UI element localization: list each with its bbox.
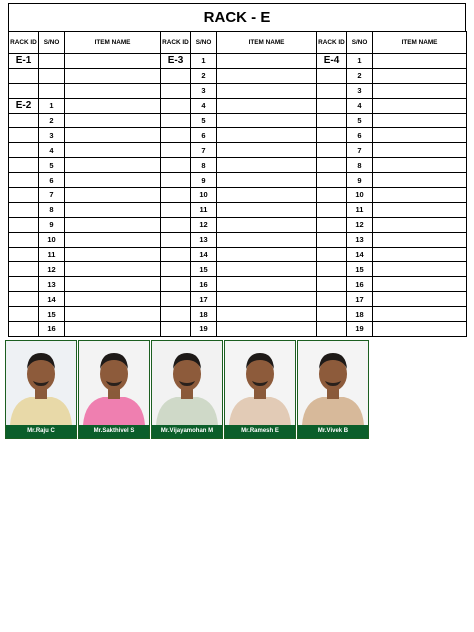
serial-number-cell: 2: [191, 68, 217, 83]
rack-id-cell: [317, 277, 347, 292]
item-name-cell[interactable]: [65, 143, 161, 158]
serial-number-cell: 16: [191, 277, 217, 292]
rack-id-cell: [161, 113, 191, 128]
item-name-cell[interactable]: [65, 54, 161, 69]
rack-sheet: [8, 3, 466, 337]
table-row: [9, 322, 467, 337]
rack-id-cell: [9, 217, 39, 232]
item-name-cell[interactable]: [217, 277, 317, 292]
item-name-cell[interactable]: [373, 98, 467, 113]
item-name-cell[interactable]: [217, 173, 317, 188]
item-name-cell[interactable]: [217, 322, 317, 337]
rack-id-cell: [161, 322, 191, 337]
table-row: [9, 128, 467, 143]
person-photo-icon: [6, 341, 76, 425]
serial-number-cell: 10: [39, 232, 65, 247]
serial-number-cell: 1: [191, 54, 217, 69]
serial-number-cell: 4: [191, 98, 217, 113]
table-row: [9, 307, 467, 322]
serial-number-cell: 8: [39, 202, 65, 217]
item-name-cell[interactable]: [373, 54, 467, 69]
serial-number-cell: 6: [347, 128, 373, 143]
item-name-cell[interactable]: [217, 143, 317, 158]
serial-number-cell: 3: [191, 83, 217, 98]
rack-id-cell: [161, 277, 191, 292]
item-name-cell[interactable]: [65, 277, 161, 292]
rack-id-cell: [9, 277, 39, 292]
item-name-cell[interactable]: [217, 158, 317, 173]
rack-table: [8, 31, 467, 337]
serial-number-cell: 10: [191, 188, 217, 203]
table-row: [9, 292, 467, 307]
item-name-cell[interactable]: [65, 292, 161, 307]
serial-number-cell: 7: [39, 188, 65, 203]
table-row: [9, 143, 467, 158]
rack-id-cell: [317, 113, 347, 128]
rack-id-cell: [9, 158, 39, 173]
staff-name-label: Mr.Sakthivel S: [79, 425, 149, 438]
serial-number-cell: 19: [191, 322, 217, 337]
staff-card: [297, 340, 369, 439]
serial-number-cell: 11: [347, 202, 373, 217]
serial-number-cell: 4: [347, 98, 373, 113]
item-name-cell[interactable]: [217, 54, 317, 69]
item-name-cell[interactable]: [217, 68, 317, 83]
serial-number-cell: 18: [191, 307, 217, 322]
serial-number-cell: 1: [39, 98, 65, 113]
item-name-cell[interactable]: [373, 158, 467, 173]
item-name-cell[interactable]: [65, 262, 161, 277]
table-row: [9, 232, 467, 247]
staff-card: [151, 340, 223, 439]
item-name-cell[interactable]: [65, 202, 161, 217]
serial-number-cell: 12: [39, 262, 65, 277]
rack-id-cell: [9, 173, 39, 188]
item-name-cell[interactable]: [65, 158, 161, 173]
table-row: [9, 277, 467, 292]
item-name-cell[interactable]: [65, 307, 161, 322]
rack-id-cell: [317, 217, 347, 232]
item-name-cell[interactable]: [373, 277, 467, 292]
serial-number-cell: 9: [347, 173, 373, 188]
item-name-cell[interactable]: [373, 113, 467, 128]
item-name-cell[interactable]: [65, 113, 161, 128]
rack-id-cell: [9, 247, 39, 262]
rack-id-cell: [317, 173, 347, 188]
person-photo-icon: [152, 341, 222, 425]
staff-card: [224, 340, 296, 439]
rack-id-cell: [9, 322, 39, 337]
staff-name-label: Mr.Vivek B: [298, 425, 368, 438]
serial-number-cell: 6: [39, 173, 65, 188]
serial-number-cell: [39, 83, 65, 98]
serial-number-cell: 8: [347, 158, 373, 173]
rack-id-cell: E-1: [9, 54, 39, 69]
serial-number-cell: 10: [347, 188, 373, 203]
rack-id-cell: [317, 188, 347, 203]
item-name-cell[interactable]: [217, 232, 317, 247]
item-name-cell[interactable]: [373, 128, 467, 143]
item-name-cell[interactable]: [217, 98, 317, 113]
column-header: RACK ID: [9, 32, 39, 54]
item-name-cell[interactable]: [373, 217, 467, 232]
rack-id-cell: [9, 232, 39, 247]
table-row: [9, 217, 467, 232]
rack-id-cell: [317, 322, 347, 337]
staff-name-label: Mr.Vijayamohan M: [152, 425, 222, 438]
table-row: [9, 83, 467, 98]
rack-id-cell: [9, 83, 39, 98]
column-header: ITEM NAME: [65, 32, 161, 54]
rack-id-cell: E-4: [317, 54, 347, 69]
table-row: [9, 202, 467, 217]
rack-id-cell: E-3: [161, 54, 191, 69]
serial-number-cell: 5: [347, 113, 373, 128]
serial-number-cell: 13: [39, 277, 65, 292]
item-name-cell[interactable]: [217, 217, 317, 232]
rack-id-cell: [161, 68, 191, 83]
rack-id-cell: [317, 247, 347, 262]
item-name-cell[interactable]: [217, 262, 317, 277]
person-photo-icon: [298, 341, 368, 425]
rack-id-cell: [161, 143, 191, 158]
item-name-cell[interactable]: [373, 247, 467, 262]
item-name-cell[interactable]: [65, 247, 161, 262]
serial-number-cell: 12: [191, 217, 217, 232]
item-name-cell[interactable]: [217, 113, 317, 128]
rack-id-cell: [317, 83, 347, 98]
item-name-cell[interactable]: [65, 128, 161, 143]
item-name-cell[interactable]: [65, 232, 161, 247]
rack-id-cell: [161, 202, 191, 217]
rack-id-cell: [317, 307, 347, 322]
serial-number-cell: 2: [39, 113, 65, 128]
item-name-cell[interactable]: [65, 217, 161, 232]
rack-id-cell: [161, 98, 191, 113]
serial-number-cell: [39, 68, 65, 83]
item-name-cell[interactable]: [373, 83, 467, 98]
item-name-cell[interactable]: [217, 247, 317, 262]
rack-id-cell: [161, 232, 191, 247]
item-name-cell[interactable]: [373, 232, 467, 247]
column-header: ITEM NAME: [373, 32, 467, 54]
rack-id-cell: [317, 292, 347, 307]
person-photo-icon: [225, 341, 295, 425]
item-name-cell[interactable]: [217, 83, 317, 98]
rack-id-cell: [161, 173, 191, 188]
item-name-cell[interactable]: [373, 202, 467, 217]
rack-id-cell: [9, 307, 39, 322]
column-header: S/NO: [39, 32, 65, 54]
serial-number-cell: 2: [347, 68, 373, 83]
column-header: RACK ID: [161, 32, 191, 54]
serial-number-cell: 18: [347, 307, 373, 322]
rack-id-cell: [317, 202, 347, 217]
serial-number-cell: 5: [191, 113, 217, 128]
serial-number-cell: 15: [191, 262, 217, 277]
serial-number-cell: 11: [39, 247, 65, 262]
item-name-cell[interactable]: [217, 128, 317, 143]
person-photo-icon: [79, 341, 149, 425]
serial-number-cell: 17: [347, 292, 373, 307]
item-name-cell[interactable]: [373, 188, 467, 203]
rack-id-cell: [161, 292, 191, 307]
item-name-cell[interactable]: [65, 98, 161, 113]
item-name-cell[interactable]: [373, 292, 467, 307]
item-name-cell[interactable]: [217, 292, 317, 307]
rack-id-cell: [161, 262, 191, 277]
staff-name-label: Mr.Raju C: [6, 425, 76, 438]
serial-number-cell: 7: [347, 143, 373, 158]
table-row: [9, 98, 467, 113]
serial-number-cell: 4: [39, 143, 65, 158]
rack-id-cell: [317, 262, 347, 277]
rack-id-cell: [9, 262, 39, 277]
item-name-cell[interactable]: [65, 173, 161, 188]
item-name-cell[interactable]: [373, 68, 467, 83]
serial-number-cell: 6: [191, 128, 217, 143]
table-row: [9, 113, 467, 128]
serial-number-cell: 14: [39, 292, 65, 307]
serial-number-cell: 13: [191, 232, 217, 247]
rack-id-cell: [9, 113, 39, 128]
column-header: S/NO: [347, 32, 373, 54]
rack-id-cell: [161, 188, 191, 203]
item-name-cell[interactable]: [65, 322, 161, 337]
rack-id-cell: [9, 292, 39, 307]
column-header: RACK ID: [317, 32, 347, 54]
item-name-cell[interactable]: [65, 188, 161, 203]
rack-id-cell: [317, 128, 347, 143]
table-row: [9, 54, 467, 69]
table-header-row: [9, 32, 467, 54]
item-name-cell[interactable]: [373, 262, 467, 277]
rack-id-cell: [161, 158, 191, 173]
rack-id-cell: E-2: [9, 98, 39, 113]
rack-id-cell: [161, 217, 191, 232]
table-row: [9, 262, 467, 277]
table-row: [9, 68, 467, 83]
rack-id-cell: [317, 98, 347, 113]
item-name-cell[interactable]: [65, 68, 161, 83]
serial-number-cell: 5: [39, 158, 65, 173]
serial-number-cell: 13: [347, 232, 373, 247]
serial-number-cell: 15: [347, 262, 373, 277]
column-header: S/NO: [191, 32, 217, 54]
rack-id-cell: [9, 128, 39, 143]
staff-card: [78, 340, 150, 439]
serial-number-cell: 19: [347, 322, 373, 337]
rack-id-cell: [161, 247, 191, 262]
serial-number-cell: 17: [191, 292, 217, 307]
rack-id-cell: [161, 307, 191, 322]
table-row: [9, 188, 467, 203]
page-title: RACK - E: [8, 3, 466, 31]
rack-id-cell: [161, 83, 191, 98]
serial-number-cell: 15: [39, 307, 65, 322]
rack-id-cell: [317, 158, 347, 173]
staff-photo-strip: [5, 340, 370, 439]
serial-number-cell: 1: [347, 54, 373, 69]
serial-number-cell: [39, 54, 65, 69]
item-name-cell[interactable]: [373, 173, 467, 188]
item-name-cell[interactable]: [217, 188, 317, 203]
rack-id-cell: [317, 232, 347, 247]
table-body: [9, 54, 467, 337]
table-row: [9, 247, 467, 262]
serial-number-cell: 12: [347, 217, 373, 232]
serial-number-cell: 16: [39, 322, 65, 337]
item-name-cell[interactable]: [373, 307, 467, 322]
staff-card: [5, 340, 77, 439]
serial-number-cell: 7: [191, 143, 217, 158]
staff-name-label: Mr.Ramesh E: [225, 425, 295, 438]
rack-id-cell: [9, 68, 39, 83]
serial-number-cell: 9: [39, 217, 65, 232]
serial-number-cell: 3: [347, 83, 373, 98]
rack-id-cell: [9, 188, 39, 203]
serial-number-cell: 14: [347, 247, 373, 262]
item-name-cell[interactable]: [217, 202, 317, 217]
serial-number-cell: 8: [191, 158, 217, 173]
rack-id-cell: [161, 128, 191, 143]
item-name-cell[interactable]: [373, 143, 467, 158]
table-row: [9, 158, 467, 173]
item-name-cell[interactable]: [65, 83, 161, 98]
rack-id-cell: [9, 143, 39, 158]
rack-id-cell: [9, 202, 39, 217]
serial-number-cell: 14: [191, 247, 217, 262]
table-row: [9, 173, 467, 188]
serial-number-cell: 16: [347, 277, 373, 292]
serial-number-cell: 11: [191, 202, 217, 217]
rack-id-cell: [317, 143, 347, 158]
rack-id-cell: [317, 68, 347, 83]
item-name-cell[interactable]: [217, 307, 317, 322]
column-header: ITEM NAME: [217, 32, 317, 54]
serial-number-cell: 9: [191, 173, 217, 188]
item-name-cell[interactable]: [373, 322, 467, 337]
serial-number-cell: 3: [39, 128, 65, 143]
